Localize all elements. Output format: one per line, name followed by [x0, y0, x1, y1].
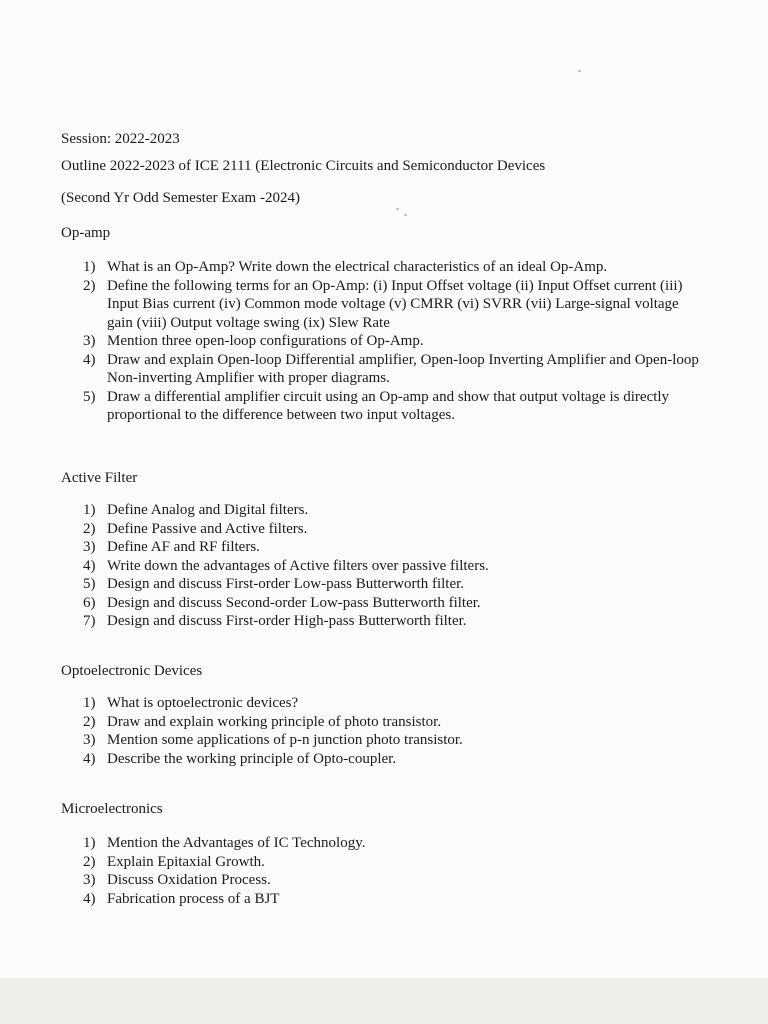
question-text: Explain Epitaxial Growth.: [107, 853, 265, 870]
question-list: [61, 834, 701, 908]
question-number: 4): [83, 890, 96, 907]
question-item: [61, 853, 701, 872]
question-text: Define AF and RF filters.: [107, 539, 260, 555]
section-optoelectronic-devices: [61, 663, 701, 768]
scan-speck: [396, 208, 399, 210]
question-number: 2): [83, 713, 96, 730]
question-text: Design and discuss First-order Low-pass Butterworth filter.: [107, 576, 465, 592]
section-title: Microelectronics: [61, 801, 163, 817]
section-active-filter: [61, 470, 701, 631]
question-item: [61, 501, 701, 520]
question-number: 6): [83, 594, 96, 611]
scan-speck: [404, 214, 407, 216]
question-text: Mention some applications of p-n junction photo transistor.: [107, 732, 463, 748]
question-list: [61, 258, 701, 425]
question-list: [61, 694, 701, 768]
section-op-amp: [61, 225, 701, 425]
question-item: [61, 277, 701, 333]
question-item: [61, 351, 701, 388]
question-text: Design and discuss First-order High-pass Butterworth filter.: [107, 613, 467, 629]
question-list: [61, 501, 701, 631]
question-item: [61, 332, 701, 351]
scan-bottom-edge: [0, 978, 768, 1024]
question-number: 1): [83, 695, 96, 711]
question-item: [61, 520, 701, 539]
question-number: 3): [83, 539, 96, 555]
question-text: Discuss Oxidation Process.: [107, 872, 271, 888]
question-number: 7): [83, 613, 96, 629]
question-text: Draw and explain working principle of photo transistor.: [107, 713, 442, 730]
course-outline-line: Outline 2022-2023 of ICE 2111 (Electronic Circuits and Semiconductor Devices: [61, 158, 546, 174]
question-item: [61, 834, 701, 853]
question-text: Mention three open-loop configurations of Op-Amp.: [107, 333, 424, 349]
question-item: [61, 388, 701, 425]
question-number: 2): [83, 277, 96, 294]
question-number: 2): [83, 853, 96, 870]
question-number: 3): [83, 732, 96, 748]
question-item: [61, 594, 701, 613]
section-title: Optoelectronic Devices: [61, 663, 203, 679]
question-number: 5): [83, 576, 96, 592]
question-text: Mention the Advantages of IC Technology.: [107, 835, 366, 851]
question-item: [61, 750, 701, 769]
question-item: [61, 731, 701, 750]
question-number: 4): [83, 351, 96, 368]
question-number: 4): [83, 557, 96, 574]
scan-speck: [578, 70, 581, 72]
question-number: 1): [83, 502, 96, 518]
question-text: Describe the working principle of Opto-coupler.: [107, 750, 397, 767]
question-text: Define Analog and Digital filters.: [107, 502, 309, 518]
question-item: [61, 713, 701, 732]
question-item: [61, 890, 701, 909]
question-number: 4): [83, 750, 96, 767]
question-text: Draw a differential amplifier circuit using an Op-amp and show that output voltage is directly proportional to the difference between two input voltages.: [107, 388, 670, 423]
question-item: [61, 538, 701, 557]
question-text: Draw and explain Open-loop Differential amplifier, Open-loop Inverting Amplifier and Open-loop Non-inverting Amplifier with proper diagrams.: [107, 351, 699, 386]
question-text: Define Passive and Active filters.: [107, 520, 308, 537]
question-item: [61, 557, 701, 576]
question-text: What is optoelectronic devices?: [107, 695, 299, 711]
question-item: [61, 612, 701, 631]
question-number: 1): [83, 835, 96, 851]
question-item: [61, 694, 701, 713]
question-number: 2): [83, 520, 96, 537]
question-text: Design and discuss Second-order Low-pass Butterworth filter.: [107, 594, 481, 611]
section-title: Active Filter: [61, 470, 138, 486]
question-item: [61, 575, 701, 594]
section-title: Op-amp: [61, 225, 111, 241]
question-text: Write down the advantages of Active filters over passive filters.: [107, 557, 489, 574]
question-item: [61, 258, 701, 277]
question-number: 1): [83, 259, 96, 275]
question-text: Fabrication process of a BJT: [107, 890, 280, 907]
question-number: 5): [83, 388, 96, 405]
exam-line: (Second Yr Odd Semester Exam -2024): [61, 190, 300, 206]
question-item: [61, 871, 701, 890]
question-text: Define the following terms for an Op-Amp: (i) Input Offset voltage (ii) Input Offset current (iii) Input Bias current (iv) Common mode voltage (v) CMRR (vi) SVRR (vii) Large-signal voltage gain (viii) Output voltage swing (ix) Slew Rate: [107, 277, 683, 331]
question-text: What is an Op-Amp? Write down the electrical characteristics of an ideal Op-Amp.: [107, 259, 608, 275]
session-line: Session: 2022-2023: [61, 131, 180, 147]
section-microelectronics: [61, 801, 701, 908]
question-number: 3): [83, 872, 96, 888]
question-number: 3): [83, 333, 96, 349]
